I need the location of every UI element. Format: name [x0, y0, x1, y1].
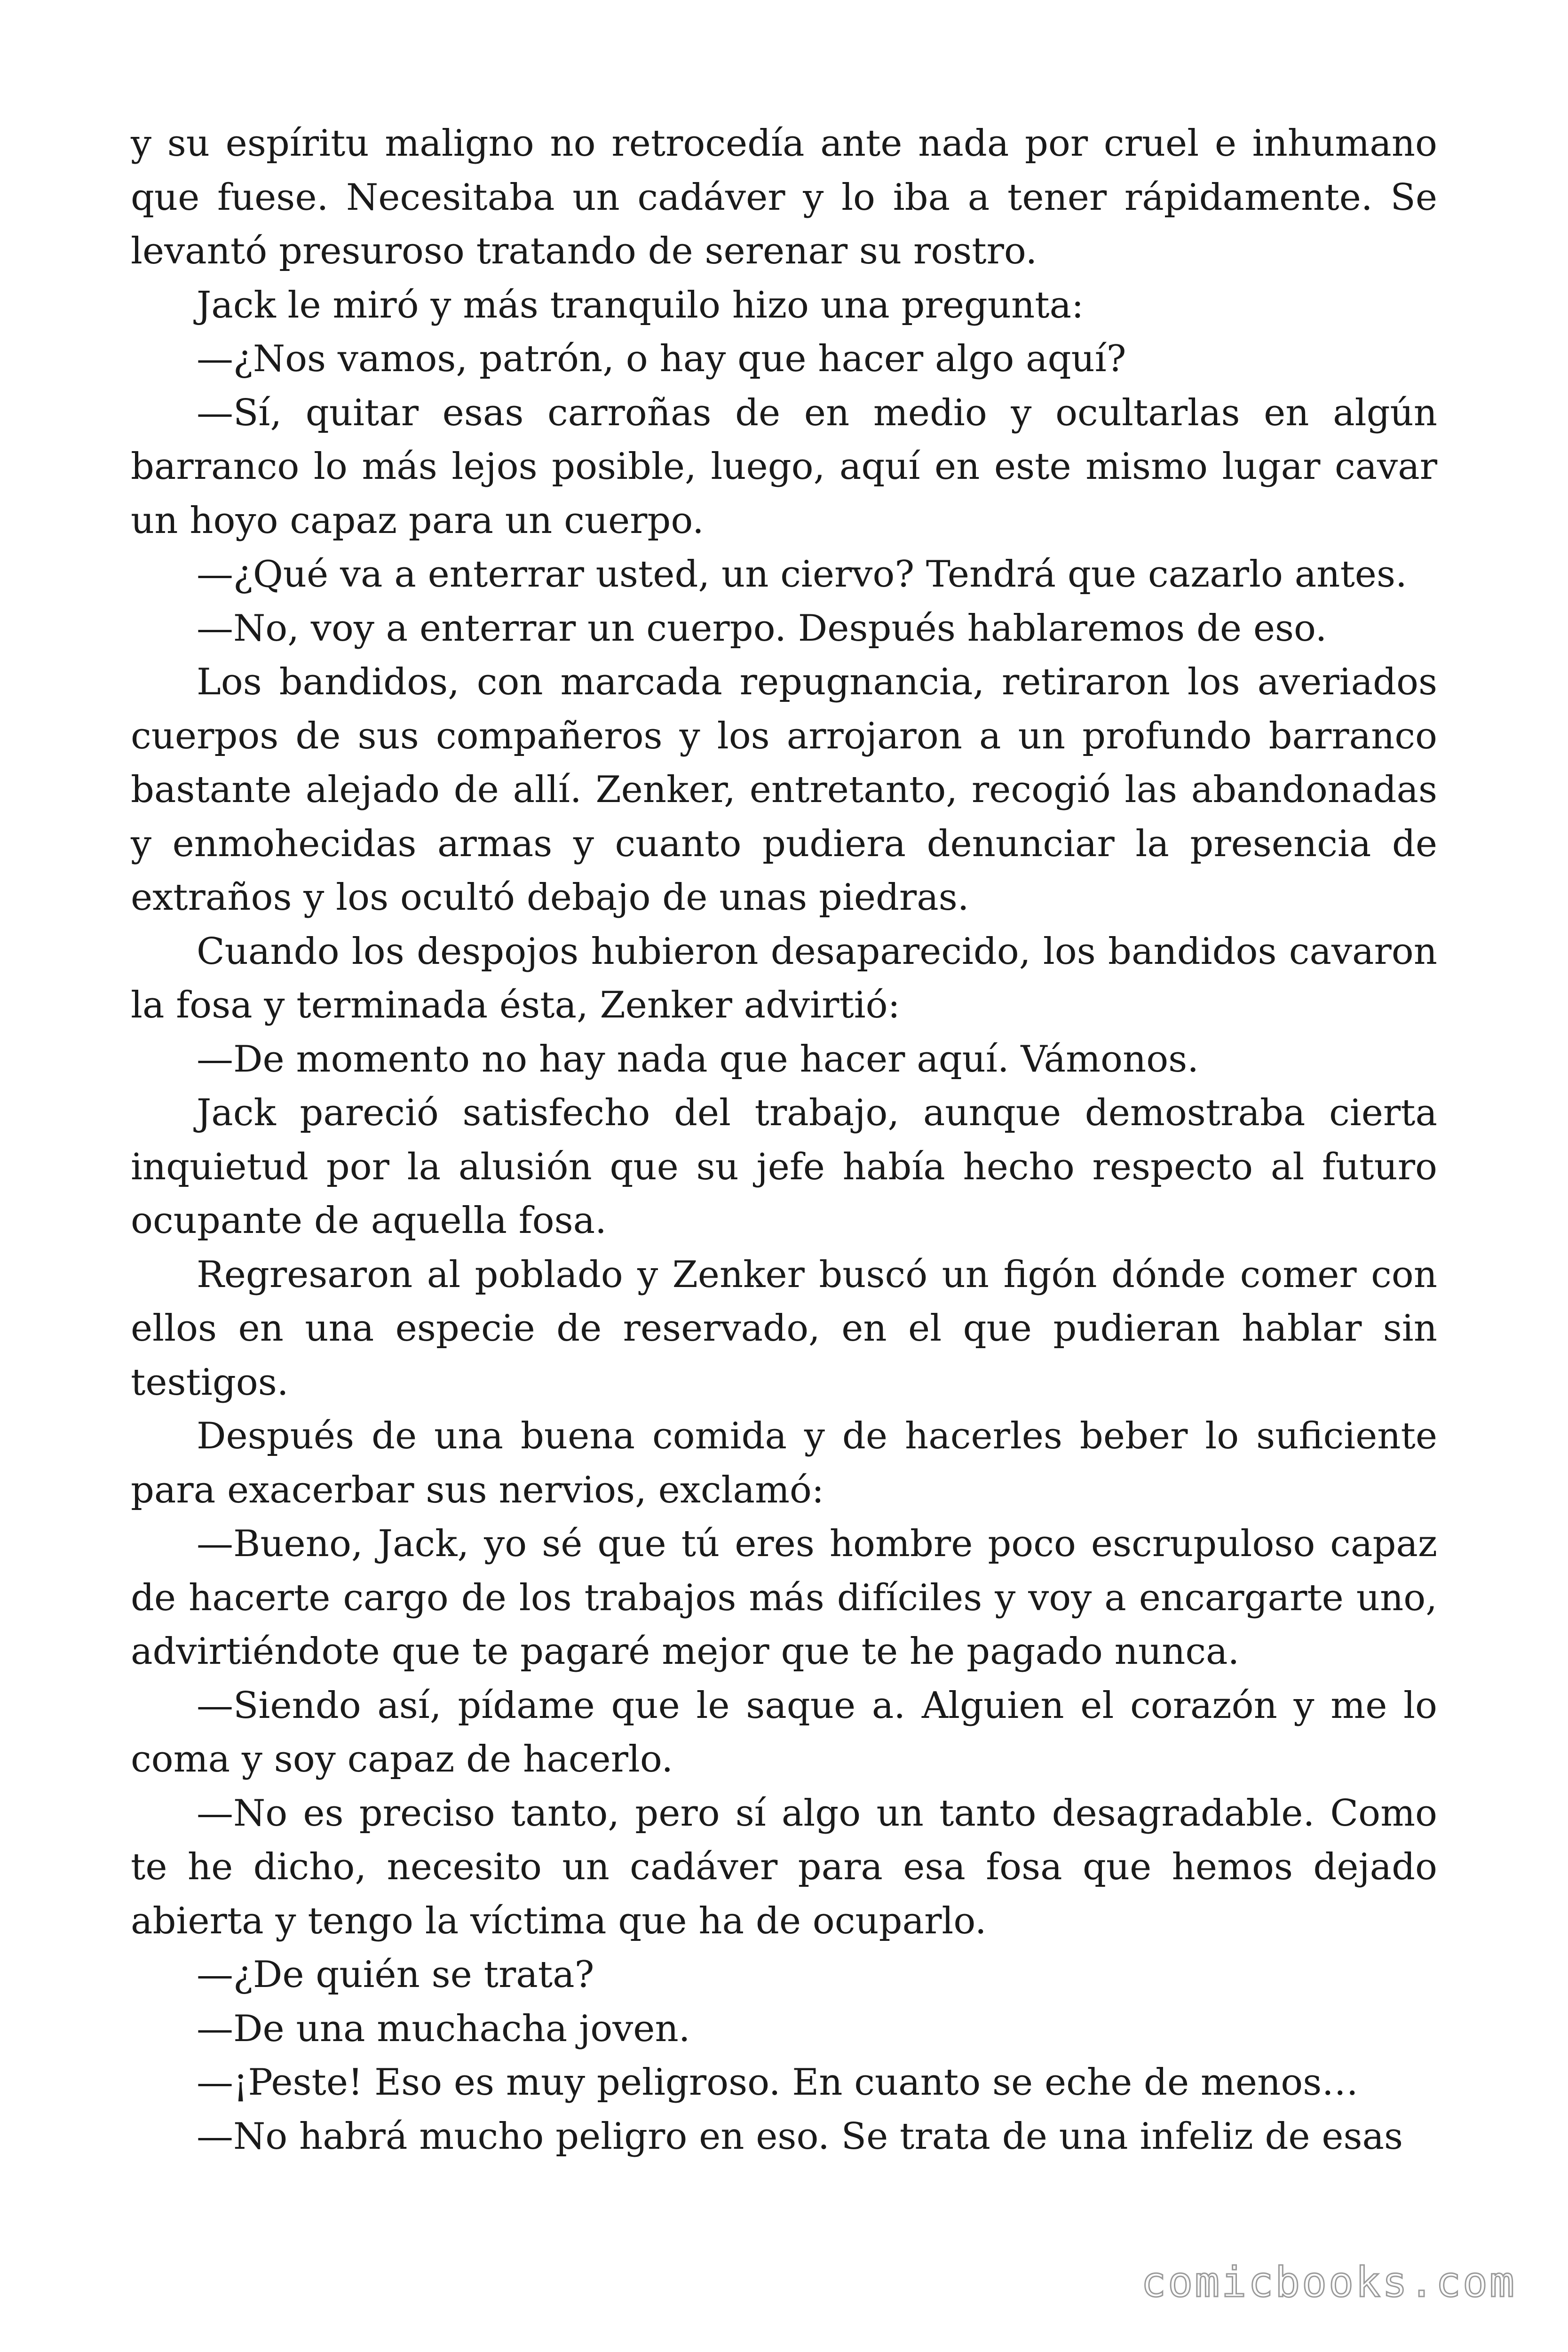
paragraph: —¡Peste! Eso es muy peligroso. En cuanto se eche de menos…: [197, 2061, 1359, 2104]
paragraph: —Siendo así, pídame que le saque a. Alguien el corazón y me lo coma y soy capaz de hacerlo.: [131, 1684, 1437, 1780]
paragraph: —¿De quién se trata?: [197, 1954, 594, 1996]
paragraph: —De momento no hay nada que hacer aquí. Vámonos.: [197, 1038, 1199, 1081]
paragraph: —¿Nos vamos, patrón, o hay que hacer algo aquí?: [197, 338, 1126, 380]
paragraph: Jack pareció satisfecho del trabajo, aunque demostraba cierta inquietud por la alusión que su jefe había hecho respecto al futuro ocupante de aquella fosa.: [131, 1092, 1437, 1242]
paragraph: y su espíritu maligno no retrocedía ante nada por cruel e inhumano que fuese. Necesitaba un cadáver y lo iba a tener rápidamente. Se levantó presuroso tratando de serenar su rostro.: [131, 122, 1437, 272]
paragraph: Jack le miró y más tranquilo hizo una pregunta:: [197, 284, 1084, 326]
paragraph: —¿Qué va a enterrar usted, un ciervo? Tendrá que cazarlo antes.: [197, 553, 1407, 596]
paragraph: —No es preciso tanto, pero sí algo un tanto desagradable. Como te he dicho, necesito un cadáver para esa fosa que hemos dejado abierta y tengo la víctima que ha de ocuparlo.: [131, 1792, 1437, 1942]
paragraph: Los bandidos, con marcada repugnancia, retiraron los averiados cuerpos de sus compañeros y los arrojaron a un profundo barranco bastante alejado de allí. Zenker, entretanto, recogió las abandonadas y enmohecidas armas y cuanto pudiera denunciar la presencia de extraños y los ocultó debajo de unas piedras.: [131, 661, 1437, 919]
paragraph: Cuando los despojos hubieron desaparecido, los bandidos cavaron la fosa y terminada ésta, Zenker advirtió:: [131, 930, 1437, 1026]
paragraph: —No habrá mucho peligro en eso. Se trata de una infeliz de esas: [197, 2115, 1403, 2158]
paragraph: Después de una buena comida y de hacerles beber lo suficiente para exacerbar sus nervios, exclamó:: [131, 1415, 1437, 1511]
paragraph: —De una muchacha joven.: [197, 2007, 690, 2050]
page-body: [131, 117, 1437, 2163]
paragraph: —Sí, quitar esas carroñas de en medio y ocultarlas en algún barranco lo más lejos posible, luego, aquí en este mismo lugar cavar un hoyo capaz para un cuerpo.: [131, 391, 1437, 542]
paragraph: —Bueno, Jack, yo sé que tú eres hombre poco escrupuloso capaz de hacerte cargo de los trabajos más difíciles y voy a encargarte uno, advirtiéndote que te pagaré mejor que te he pagado nunca.: [131, 1523, 1437, 1673]
paragraph: Regresaron al poblado y Zenker buscó un figón dónde comer con ellos en una especie de reservado, en el que pudieran hablar sin testigos.: [131, 1253, 1437, 1404]
watermark: comicbooks.com: [1141, 2258, 1516, 2306]
paragraph: —No, voy a enterrar un cuerpo. Después hablaremos de eso.: [197, 607, 1327, 650]
